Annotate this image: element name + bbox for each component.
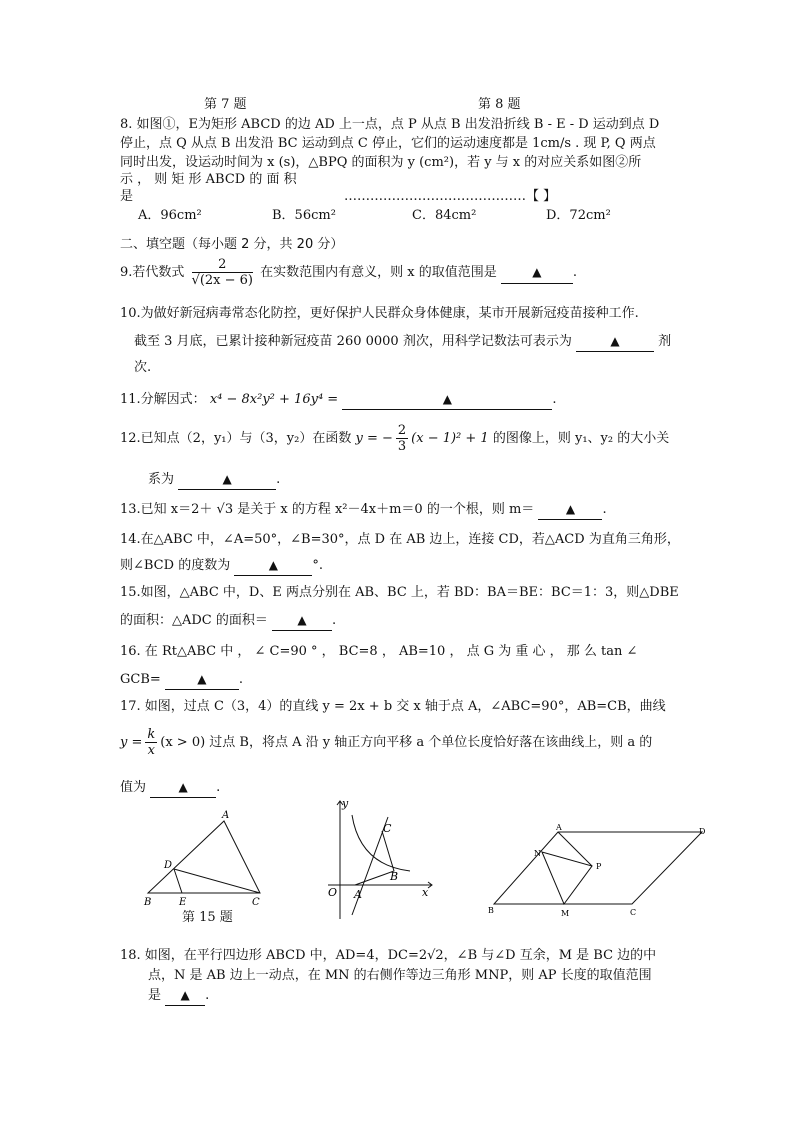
q9-fraction: [192, 257, 253, 288]
q12-line2: 系为 ▲ .: [148, 470, 280, 490]
q11-expression: x⁴ − 8x²y² + 16y⁴ =: [209, 392, 339, 407]
q15-answer-blank: ▲: [272, 611, 332, 631]
q14-line2: 则∠BCD 的度数为 ▲ °.: [120, 556, 323, 576]
q9-num: 2: [192, 257, 253, 273]
fig17-label-a: A: [354, 888, 362, 901]
q17-answer-blank: ▲: [150, 778, 216, 798]
q18-line1: 18. 如图，在平行四边形 ABCD 中，AD=4，DC=2√2，∠B 与∠D 互余，M 是 BC 边的中: [120, 948, 657, 963]
q17-fraction: $\frac{k}{x}$: [147, 727, 156, 758]
q10-line2: 截至 3 月底，已累计接种新冠疫苗 260 0000 剂次，用科学记数法可表示为 ▲ 剂: [134, 332, 671, 352]
question-13: 13.已知 x＝2＋ √3 是关于 x 的方程 x²－4x＋m＝0 的一个根，则 m＝ ▲ .: [120, 500, 607, 520]
fig15-label-c: C: [252, 897, 260, 908]
q9-pre: 9.若代数式: [120, 265, 185, 280]
q16-line1: 16. 在 Rt△ABC 中 ， ∠ C=90 ° ， BC=8 ， AB=10 ， 点 G 为 重 心 ， 那 么 tan ∠: [120, 644, 638, 659]
q18-answer-blank: ▲: [165, 986, 205, 1006]
fig18-label-b: B: [488, 906, 494, 915]
q17-line2: y = $\frac{k}{x}$ (x > 0) 过点 B，将点 A 沿 y 轴正方向平移 a 个单位长度恰好落在该曲线上，则 a 的: [120, 727, 653, 758]
q17-line3: 值为 ▲ .: [120, 778, 220, 798]
fig15-label-a: A: [222, 810, 230, 821]
caption-q15: 第 15 题: [182, 910, 233, 925]
q16-answer-blank: ▲: [165, 670, 239, 690]
fig15-label-b: B: [144, 897, 152, 908]
q8-answer-bracket: ……………………………………【 】: [344, 189, 557, 204]
fig17-label-o: O: [328, 886, 338, 899]
q9-post: 在实数范围内有意义，则 x 的取值范围是: [260, 265, 497, 280]
q9-den: √(2x − 6): [191, 273, 254, 288]
fig18-label-m: M: [561, 909, 570, 918]
question-12: 12.已知点（2，y₁）与（3，y₂）在函数 y = − $\frac{2}{3}$ (x − 1)² + 1 的图像上，则 y₁、y₂ 的大小关: [120, 423, 670, 454]
q18-line2: 点，N 是 AB 边上一动点，在 MN 的右侧作等边三角形 MNP，则 AP 长度的取值范围: [148, 968, 652, 983]
q8-line2: 停止，点 Q 从点 B 出发沿 BC 运动到点 C 停止，它们的运动速度都是 1cm/s . 现 P, Q 两点: [120, 136, 656, 151]
q8-line1: 8. 如图①，E为矩形 ABCD 的边 AD 上一点，点 P 从点 B 出发沿折线 B - E - D 运动到点 D: [120, 117, 660, 132]
question-11: 11.分解因式： x⁴ − 8x²y² + 16y⁴ = ▲ .: [120, 390, 556, 410]
fig18-label-c: C: [630, 908, 637, 917]
fig15-segment-dc: [174, 869, 260, 893]
answer-mark: ▲: [532, 265, 542, 279]
q17-line1: 17. 如图，过点 C（3，4）的直线 y = 2x + b 交 x 轴于点 A，∠ABC=90°，AB=CB，曲线: [120, 699, 666, 714]
fig15-label-d: D: [164, 860, 173, 871]
fig18-triangle-mnp: [542, 852, 592, 904]
fig17-label-x: x: [422, 886, 429, 899]
q15-line2: 的面积：△ADC 的面积＝ ▲ .: [120, 611, 336, 631]
q8-line3: 同时出发，设运动时间为 x (s)，△BPQ 的面积为 y (cm²)，若 y 与 x 的对应关系如图②所: [120, 155, 642, 170]
figure-17: [320, 795, 438, 923]
q13-answer-blank: ▲: [538, 500, 602, 520]
q14-answer-blank: ▲: [234, 556, 312, 576]
fig18-label-p: P: [596, 862, 602, 871]
q9-answer-blank: [501, 262, 573, 284]
fig18-label-n: N: [534, 849, 541, 858]
q12-answer-blank: ▲: [178, 470, 276, 490]
fig18-label-a: A: [556, 823, 562, 832]
fig18-label-d: D: [699, 827, 706, 836]
q8-option-a: A．96cm²: [138, 208, 202, 223]
section-heading: 二、填空题（每小题 2 分，共 20 分）: [120, 237, 344, 252]
q8-option-b: B．56cm²: [272, 208, 336, 223]
question-9: 9.若代数式 $\frac{2}{√(2x - 6)}$ 在实数范围内有意义，则 x 的取值范围是 ▲ .: [120, 257, 578, 288]
fig15-segment-de: [174, 869, 182, 893]
q10-line1: 10.为做好新冠病毒常态化防控，更好保护人民群众身体健康，某市开展新冠疫苗接种工作.: [120, 306, 639, 321]
fig17-label-c: C: [383, 822, 392, 835]
fig17-label-b: B: [390, 870, 399, 883]
fig17-curve: [352, 815, 410, 871]
fig15-triangle-abc: [148, 821, 260, 893]
q16-line2: GCB= ▲ .: [120, 670, 243, 690]
q15-line1: 15.如图，△ABC 中，D、E 两点分别在 AB、BC 上，若 BD：BA＝BE：BC＝1：3，则△DBE: [120, 585, 679, 600]
q10-answer-blank: ▲: [576, 332, 654, 352]
q18-line3: 是 ▲ .: [148, 986, 209, 1006]
fig17-label-y: y: [342, 797, 349, 810]
q10-line3: 次.: [134, 360, 152, 375]
q8-option-c: C．84cm²: [412, 208, 477, 223]
q11-answer-blank: ▲: [342, 390, 552, 410]
caption-q8: 第 8 题: [478, 97, 521, 112]
figure-15: [140, 805, 270, 909]
q12-fraction: $\frac{2}{3}$: [397, 423, 407, 454]
q8-line5a: 是: [120, 189, 134, 204]
q8-option-d: D．72cm²: [546, 208, 611, 223]
q8-line4: 示 ， 则 矩 形 ABCD 的 面 积: [120, 172, 297, 187]
fig15-label-e: E: [179, 897, 187, 908]
q14-line1: 14.在△ABC 中，∠A=50°，∠B=30°，点 D 在 AB 边上，连接 CD，若△ACD 为直角三角形，: [120, 532, 680, 547]
figure-18: [484, 822, 716, 918]
caption-q7: 第 7 题: [204, 97, 247, 112]
